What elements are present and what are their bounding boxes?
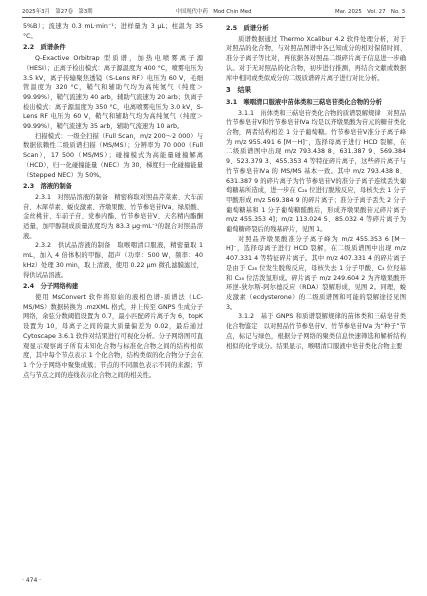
section-heading: 2.3 溶液的制备 [23,183,72,191]
paragraph: Q-Exactive Orbitrap 型质谱，加热电喷雾离子源（HESI）；正离子检出模式：离子源温度为 400 °C，喷雾电压为 3.5 kV，离子传输聚焦透镜（S-Lens RF）电压为 60 V，毛细管温度为 320 °C，鞘气和辅助气均为高纯氮气（纯度＞99.99%），鞘气流速为 40 arb，辅助气流速为 20 arb；负离子检出模式：离子源温度为 350 °C，电离喷雾电压为 3.0 kV，S-Lens RF 电压为 60 V，鞘气和辅助气均为高纯氮气（纯度＞99.99%），鞘气流速为 35 arb，辅助气流速为 10 arb。 [23,55,203,131]
paragraph: 3.1.2 基于 GNPS 和质谱裂解规律的苗体类和三萜皂苷类化合物鉴定 以对照品竹节参皂苷Ⅴ、竹节参皂苷Ⅳa 为“种子”节点，标记与绿色，根据分子网络的聚类信息快速筛选和解析结构相似的化学成分。结果显示，喉咽清口服液中皂苷类化合物主要 [226,313,406,350]
right-column [226,22,406,351]
running-header [22,7,405,15]
section-heading: 2.2 质谱条件 [23,44,66,52]
page-number: · 474 · [22,577,42,584]
paragraph: 扫描模式：一级全扫描（Full Scan，m/z 200～2 000）与数据依赖性二级质谱扫描（MS/MS）；分辨率为 70 000（Full Scan），17 500（MS/MS）；碰撞模式为高能量碰撞解离（HCD），归一化碰撞能量（NEC）为 30，梯度归一化碰撞能量（Stepped NEC）为 50%。 [23,132,203,179]
paragraph: 质谱数据通过 Thermo Xcalibur 4.2 软件处理分析，对于对照品的化合物，与对照品图谱中各已知成分的相对保留时间、准分子离子等比对，再依据各对照品二级碎片离子信息进一步确认。对于无对照品的化合物，初步进行推测，再结合文献或数据库中相同或类似成分的二级质谱碎片离子进行对比分析。 [226,35,406,82]
left-column [23,22,203,380]
paragraph: 使用 MsConvert 软件将原始的液相色谱-质谱法（LC-MS/MS）数据转换为 .mzXML 格式，并上传至 GNPS 生成分子网络，余弦分数阈值设置为 0.7，最小匹配碎片离子为 6，topK 设置为 10，母离子之间的最大质量偏差为 0.02，最后通过 Cytoscape 3.6.1 软件对结果进行可视化分析。分子网络图可直观显示观察离子所有未知化合物与标准化合物之间的结构相似度，其中每个节点表示 1 个化合物，结构类似的化合物分子会在 1 个分子网络中聚集成簇；节点的不同颜色表示不同的来源；节点与节点之间的连线表示化合物之间的相关性。 [23,293,203,379]
header-date: Mar. 2025 Vol. 27 No. 3 [334,9,405,15]
paragraph: 5%B）；流速为 0.3 mL·min⁻¹；进样量为 3 μL；柱温为 35 °C。 [23,23,203,40]
header-issue: 2025年3月 第27卷 第3期 [22,9,93,15]
paragraph: 3.1.1 甾体类和三萜皂苷类化合物的质谱裂解规律 对照品竹节参皂苷Ⅴ和竹节参皂苷Ⅳa 均是以齐墩果酸为苷元的糖苷类化合物，两者结构相差 1 分子葡萄糖。竹节参皂苷Ⅴ准分子离子峰为 m/z 955.491 6 [M－H]⁻，选择母离子进行 HCD 裂解，在二级质谱图中出现 m/z 793.438 8、631.387 9、569.384 9、523.379 3、455.353 4 等特征碎片离子，这些碎片离子与竹节参皂苷Ⅳa 的 MS/MS 基本一致。其中 m/z 793.438 8、631.387 9 的碎片离子为竹节参皂苷Ⅴ的准分子离子连续丢失葡萄糖基所造成，进一步在 C₂₈ 位进行脱羧反应，母核失去 1 分子甲酸形成 m/z 569.384 9 的碎片离子；准分子离子丢失 2 分子葡萄糖基和 1 分子葡萄糖醛酸后，形成齐墩果酸苷元碎片离子 m/z 455.353 4]；m/z 113.024 5、85.032 4 等碎片离子为葡萄糖碎裂后的残基碎片，见图 1。 [226,109,406,234]
paragraph: 2.3.2 供试品溶液的制备 取喉咽清口服液，精密量取 1 mL，加入 4 倍体积的甲醇，超声（功率：500 W，频率：40 kHz）处理 30 min，取上清液，使用 0.22 μm 微孔滤膜滤过，得供试品溶液。 [23,242,203,279]
paragraph: 对照品齐墩果酸准分子离子峰为 m/z 455.353 6 [M－H]⁻，选择母离子进行 HCD 裂解，在二级质谱图中出现 m/z 407.331 4 等特征碎片离子。其中 m/z 407.331 4 的碎片离子是由于 C₂₈ 位发生脱羧反应，母核失去 1 分子甲酸、C₃ 位羟基和 C₂₈ 位活泼氢形成。碎片离子 m/z 249.604 2 为齐墩果酸开环逆-狄尔斯-阿尔德反应（RDA）裂解形成，见图 2。同理，蜕皮激素（ecdysterone）的二级质谱图和可能的裂解途径见图 3。 [226,235,406,311]
section-heading: 2.4 分子网络构建 [23,283,79,291]
header-rule [22,17,405,18]
section-heading: 2.5 质谱分析 [226,25,269,32]
header-journal: 中国现代中药 Mod Chin Med [175,9,252,15]
section-heading: 3 结果 [226,86,252,95]
section-heading: 3.1 喉咽清口服液中苗体类和三萜皂苷类化合物的分析 [226,98,382,106]
paragraph: 2.3.1 对照品溶液的制备 精密称取对照品芹菜素、大车前苷、木犀草素、蜕皮激素、齐墩果酸、竹节参皂苷Ⅳa、绿原酸、金丝桃苷、车前子苷、党参内酯、竹节参皂苷Ⅴ、天名精内酯酮适量，加甲醇制成质量浓度均为 83.3 μg·mL⁻¹的混合对照品溶液。 [23,193,203,240]
